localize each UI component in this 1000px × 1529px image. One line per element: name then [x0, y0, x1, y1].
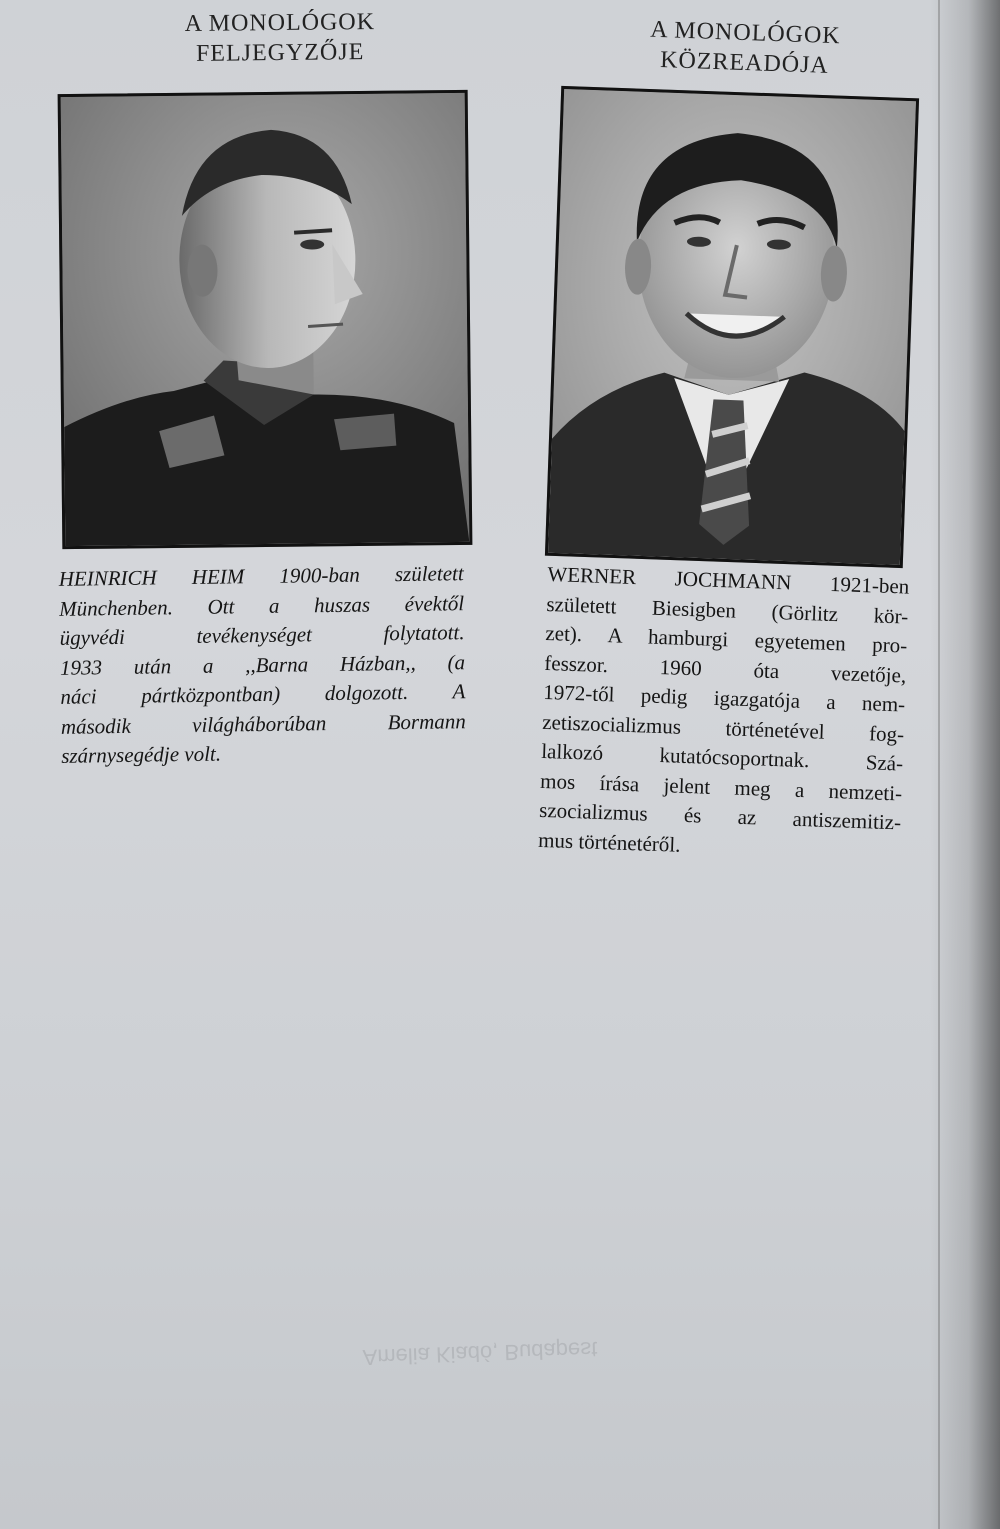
left-heading: [150, 7, 411, 70]
portrait-heinrich-heim: [58, 90, 473, 549]
caption-werner-jochmann: [538, 560, 910, 867]
portrait-heinrich-heim-image: [61, 93, 470, 546]
caption-line: ügyvédi tevékenységet folytatott.: [59, 620, 465, 650]
caption-line: zet). A hamburgi egyetemen pro-: [545, 620, 908, 658]
left-heading-line2: FELJEGYZŐJE: [195, 39, 365, 67]
page-edge-shadow: [930, 0, 1000, 1529]
left-heading-line1: A MONOLÓGOK: [184, 9, 376, 37]
caption-line: született Biesigben (Görlitz kör-: [546, 591, 909, 629]
portrait-werner-jochmann: [545, 86, 919, 568]
caption-line: mus történetéről.: [537, 827, 681, 857]
caption-line: szárnysegédje volt.: [61, 741, 222, 768]
page-edge-line: [938, 0, 940, 1529]
caption-line: Münchenben. Ott a huszas évektől: [59, 590, 465, 621]
right-heading: [614, 13, 876, 82]
show-through-text: Amelia Kiadó, Budapest: [362, 1336, 598, 1371]
caption-line: 1933 után a ,,Barna Házban,, (a: [59, 649, 466, 680]
caption-line: WERNER JOCHMANN 1921-ben: [547, 561, 910, 599]
caption-line: szocializmus és az antiszemitiz-: [538, 797, 902, 835]
caption-line: második világháborúban Bormann: [60, 708, 466, 739]
caption-line: 1972-től pedig igazgatója a nem-: [542, 679, 906, 717]
right-heading-line1: A MONOLÓGOK: [649, 16, 842, 50]
caption-line: náci pártközpontban) dolgozott. A: [60, 679, 466, 709]
caption-line: mos írása jelent meg a nemzeti-: [539, 768, 903, 805]
caption-line: zetiszocializmus történetével fog-: [541, 709, 905, 747]
caption-line: lalkozó kutatócsoportnak. Szá-: [540, 738, 904, 776]
right-heading-line2: KÖZREADÓJA: [659, 47, 830, 79]
caption-heinrich-heim: [59, 559, 467, 771]
caption-line: HEINRICH HEIM 1900-ban született: [58, 561, 464, 591]
portrait-werner-jochmann-image: [548, 89, 916, 565]
caption-line: fesszor. 1960 óta vezetője,: [544, 650, 907, 688]
